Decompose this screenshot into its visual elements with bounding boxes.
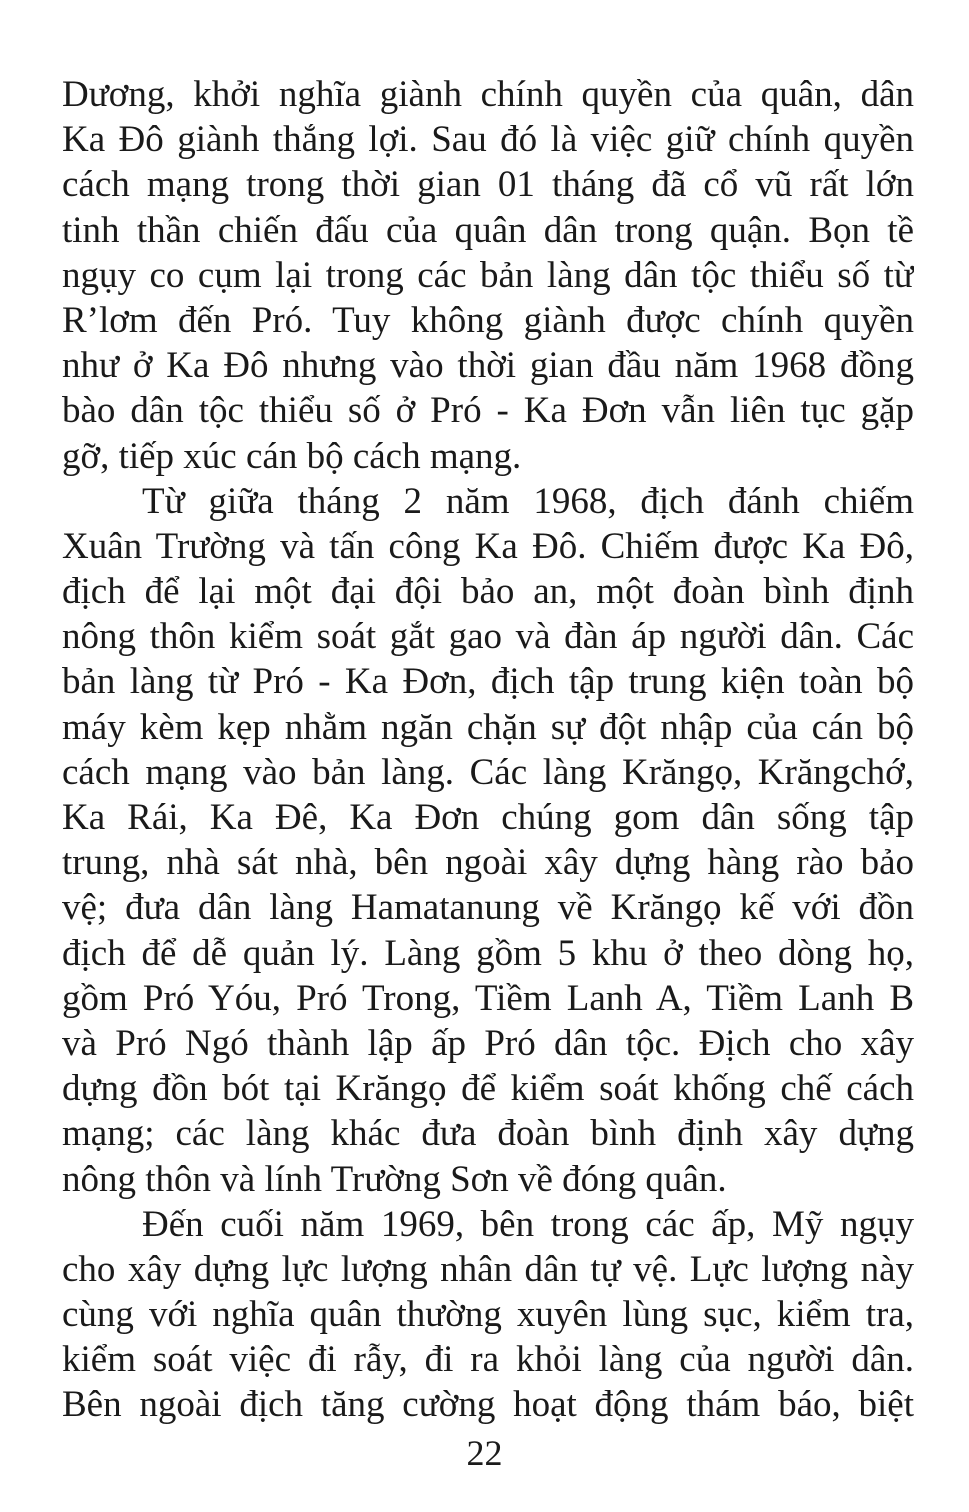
text-line-1: Dương, khởi nghĩa giành chính quyền của quân, dân xyxy=(62,74,914,115)
text-line-13: nông thôn kiểm soát gắt gao và đàn áp người dân. Các xyxy=(62,616,914,658)
text-line-29: kiểm soát việc đi rẫy, đi ra khỏi làng của người dân. xyxy=(62,1339,914,1381)
text-line-18: trung, nhà sát nhà, bên ngoài xây dựng hàng rào bảo xyxy=(62,842,914,884)
text-line-16: cách mạng vào bản làng. Các làng Krăngọ, Krăngchớ, xyxy=(62,751,914,793)
text-line-25: nông thôn và lính Trường Sơn về đóng quân. xyxy=(62,1158,727,1200)
text-line-20: địch để dễ quản lý. Làng gồm 5 khu ở theo dòng họ, xyxy=(62,932,914,974)
page-number: 22 xyxy=(466,1433,503,1473)
text-line-27: cho xây dựng lực lượng nhân dân tự vệ. Lực lượng này xyxy=(62,1248,914,1290)
text-line-26: Đến cuối năm 1969, bên trong các ấp, Mỹ ngụy xyxy=(142,1203,914,1245)
text-line-4: tinh thần chiến đấu của quân dân trong quận. Bọn tề xyxy=(62,209,914,251)
text-line-22: và Pró Ngó thành lập ấp Pró dân tộc. Địch cho xây xyxy=(62,1022,914,1064)
text-line-30: Bên ngoài địch tăng cường hoạt động thám báo, biệt xyxy=(62,1384,914,1426)
text-line-5: ngụy co cụm lại trong các bản làng dân tộc thiểu số từ xyxy=(62,254,914,296)
text-line-19: vệ; đưa dân làng Hamatanung về Krăngọ kế với đồn xyxy=(62,887,914,929)
text-line-7: như ở Ka Đô nhưng vào thời gian đầu năm 1968 đồng xyxy=(62,345,914,387)
text-line-10: Từ giữa tháng 2 năm 1968, địch đánh chiếm xyxy=(142,480,914,522)
text-line-8: bào dân tộc thiểu số ở Pró - Ka Đơn vẫn liên tục gặp xyxy=(62,390,914,432)
text-line-9: gỡ, tiếp xúc cán bộ cách mạng. xyxy=(62,435,522,477)
text-line-15: máy kèm kẹp nhằm ngăn chặn sự đột nhập của cán bộ xyxy=(62,706,914,748)
body-text xyxy=(62,72,914,1428)
text-line-28: cùng với nghĩa quân thường xuyên lùng sục, kiểm tra, xyxy=(62,1294,914,1336)
text-line-23: dựng đồn bót tại Krăngọ để kiểm soát khống chế cách xyxy=(62,1068,914,1110)
text-line-2: Ka Đô giành thắng lợi. Sau đó là việc giữ chính quyền xyxy=(62,119,914,161)
text-line-6: R’lơm đến Pró. Tuy không giành được chính quyền xyxy=(62,299,914,341)
text-line-24: mạng; các làng khác đưa đoàn bình định xây dựng xyxy=(62,1113,914,1155)
text-line-3: cách mạng trong thời gian 01 tháng đã cổ vũ rất lớn xyxy=(62,164,914,206)
text-line-12: địch để lại một đại đội bảo an, một đoàn bình định xyxy=(62,571,914,613)
text-line-21: gồm Pró Yóu, Pró Trong, Tiềm Lanh A, Tiềm Lanh B xyxy=(62,977,914,1019)
text-line-14: bản làng từ Pró - Ka Đơn, địch tập trung kiện toàn bộ xyxy=(62,661,914,703)
text-line-17: Ka Rái, Ka Đê, Ka Đơn chúng gom dân sống tập xyxy=(62,797,914,838)
text-line-11: Xuân Trường và tấn công Ka Đô. Chiếm được Ka Đô, xyxy=(62,525,914,567)
